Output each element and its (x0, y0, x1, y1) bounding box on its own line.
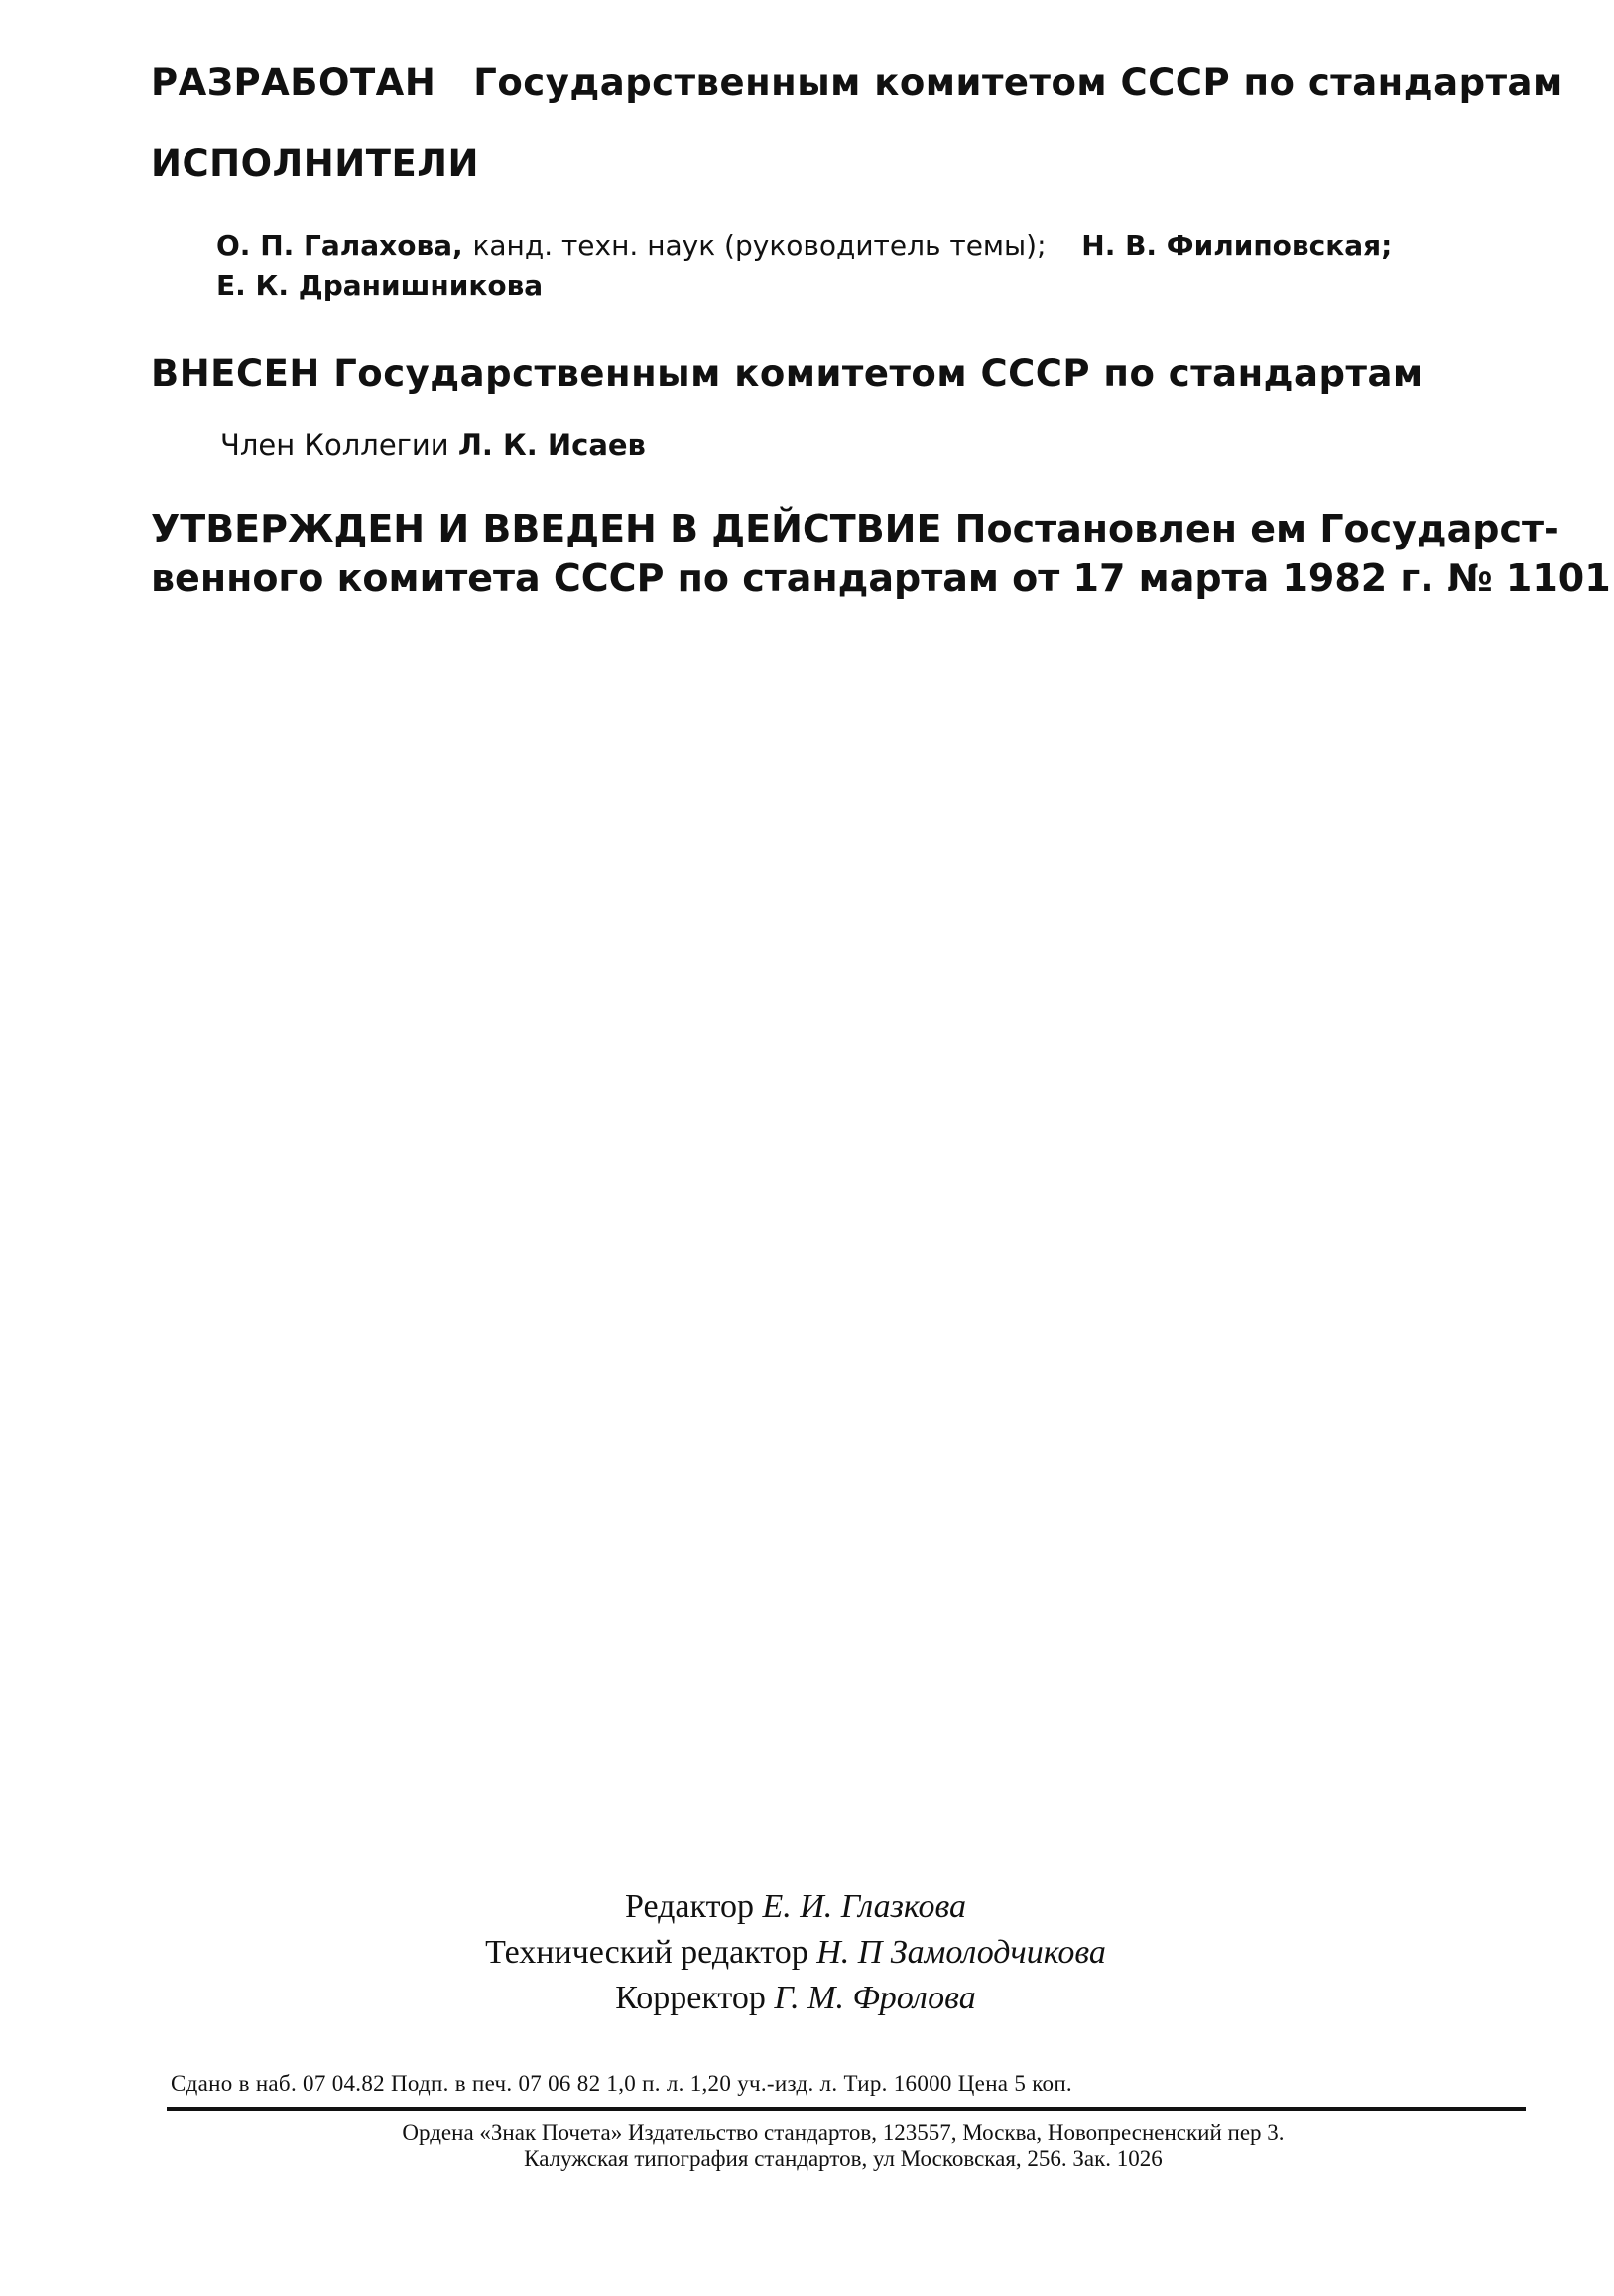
corrector-name: Г. М. Фролова (774, 1980, 976, 2016)
member-line (220, 428, 646, 462)
author-2-name: Н. В. Филиповская; (1081, 229, 1393, 262)
publisher-line-1: Ордена «Знак Почета» Издательство стандартов, 123557, Москва, Новопресненский пер 3. (402, 2120, 1285, 2145)
tech-editor-line (448, 1930, 1143, 1976)
tech-editor-role: Технический редактор (485, 1934, 808, 1971)
performers-heading: ИСПОЛНИТЕЛИ (151, 142, 479, 184)
approved-line-1: УТВЕРЖДЕН И ВВЕДЕН В ДЕЙСТВИЕ Постановлен ем Государст- (151, 507, 1559, 550)
author-1-note: канд. техн. наук (руководитель темы); (472, 229, 1047, 262)
tech-editor-name: Н. П Замолодчикова (816, 1934, 1106, 1971)
publisher-line-2: Калужская типография стандартов, ул Московская, 256. Зак. 1026 (524, 2146, 1163, 2171)
editor-role: Редактор (625, 1888, 754, 1925)
corrector-role: Корректор (615, 1980, 766, 2016)
imprint-divider (167, 2107, 1526, 2111)
introduced-label: ВНЕСЕН (151, 352, 320, 395)
corrector-line (448, 1976, 1143, 2021)
introduced-line (151, 352, 1424, 395)
editor-line (448, 1884, 1143, 1930)
member-title: Член Коллегии (220, 428, 449, 462)
imprint-line: Сдано в наб. 07 04.82 Подп. в печ. 07 06 82 1,0 п. л. 1,20 уч.-изд. л. Тир. 16000 Цена 5 коп. (171, 2071, 1072, 2096)
developed-label: РАЗРАБОТАН (151, 61, 436, 104)
developed-by: Государственным комитетом СССР по стандартам (473, 61, 1563, 104)
authors-line-1 (216, 229, 1392, 262)
approved-line-2: венного комитета СССР по стандартам от 17 марта 1982 г. № 1101 (151, 556, 1611, 600)
author-3-name: Е. К. Дранишникова (216, 269, 544, 302)
editor-name: Е. И. Глазкова (762, 1888, 966, 1925)
introduced-by: Государственным комитетом СССР по стандартам (333, 352, 1424, 395)
developed-line (151, 61, 1563, 104)
author-1-name: О. П. Галахова, (216, 229, 463, 262)
member-name: Л. К. Исаев (457, 428, 646, 462)
